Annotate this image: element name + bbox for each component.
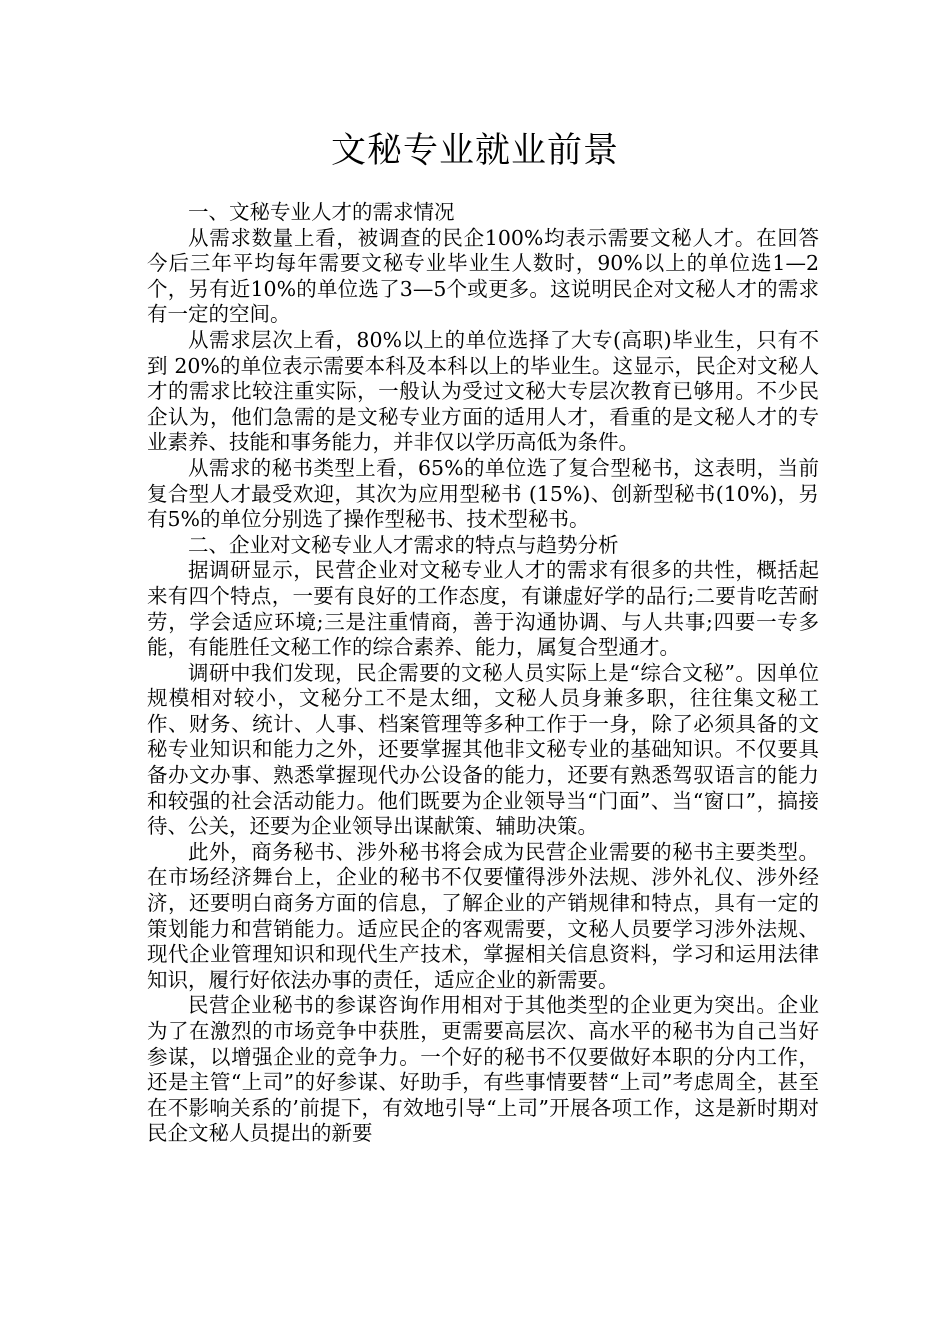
section-heading-1: 一、文秘专业人才的需求情况 <box>188 200 455 224</box>
paragraph: 从需求数量上看，被调查的民企100%均表示需要文秘人才。在回答今后三年平均每年需要文秘专业毕业生人数时，90%以上的单位选1—2个，另有近10%的单位选了3—5个或更多。这说明民企对文秘人才的需求有一定的空间。 <box>147 225 819 327</box>
paragraph: 从需求层次上看，80%以上的单位选择了大专(高职)毕业生，只有不到 20%的单位表示需要本科及本科以上的毕业生。这显示，民企对文秘人才的需求比较注重实际，一般认为受过文秘大专层次教育已够用。不少民企认为，他们急需的是文秘专业方面的适用人才，看重的是文秘人才的专业素养、技能和事务能力，并非仅以学历高低为条件。 <box>147 327 819 455</box>
paragraph: 从需求的秘书类型上看，65%的单位选了复合型秘书，这表明，当前复合型人才最受欢迎，其次为应用型秘书 (15%)、创新型秘书(10%)，另有5%的单位分别选了操作型秘书、技术型秘书。 <box>147 455 819 532</box>
document-body <box>147 200 819 1147</box>
paragraph: 此外，商务秘书、涉外秘书将会成为民营企业需要的秘书主要类型。在市场经济舞台上，企业的秘书不仅要懂得涉外法规、涉外礼仪、涉外经济，还要明白商务方面的信息，了解企业的产销规律和特点，具有一定的策划能力和营销能力。适应民企的客观需要，文秘人员要学习涉外法规、现代企业管理知识和现代生产技术，掌握相关信息资料，学习和运用法律知识，履行好依法办事的责任，适应企业的新需要。 <box>147 839 819 992</box>
paragraph: 据调研显示，民营企业对文秘专业人才的需求有很多的共性，概括起来有四个特点，一要有良好的工作态度，有谦虚好学的品行;二要肯吃苦耐劳，学会适应环境;三是注重情商，善于沟通协调、与人共事;四要一专多能，有能胜任文秘工作的综合素养、能力，属复合型通才。 <box>147 558 819 660</box>
paragraph: 民营企业秘书的参谋咨询作用相对于其他类型的企业更为突出。企业为了在激烈的市场竞争中获胜，更需要高层次、高水平的秘书为自己当好参谋，以增强企业的竞争力。一个好的秘书不仅要做好本职的分内工作，还是主管“上司”的好参谋、好助手，有些事情要替“上司”考虑周全，甚至在不影响关系的’前提下，有效地引导“上司”开展各项工作，这是新时期对民企文秘人员提出的新要 <box>147 993 819 1146</box>
document-title: 文秘专业就业前景 <box>330 131 619 171</box>
paragraph: 调研中我们发现，民企需要的文秘人员实际上是“综合文秘”。因单位规模相对较小，文秘分工不是太细，文秘人员身兼多职，往往集文秘工作、财务、统计、人事、档案管理等多种工作于一身，除了必须具备的文秘专业知识和能力之外，还要掌握其他非文秘专业的基础知识。不仅要具备办文办事、熟悉掌握现代办公设备的能力，还要有熟悉驾驭语言的能力和较强的社会活动能力。他们既要为企业领导当“门面”、当“窗口”，搞接待、公关，还要为企业领导出谋献策、辅助决策。 <box>147 660 819 839</box>
section-heading-2: 二、企业对文秘专业人才需求的特点与趋势分析 <box>188 532 619 557</box>
